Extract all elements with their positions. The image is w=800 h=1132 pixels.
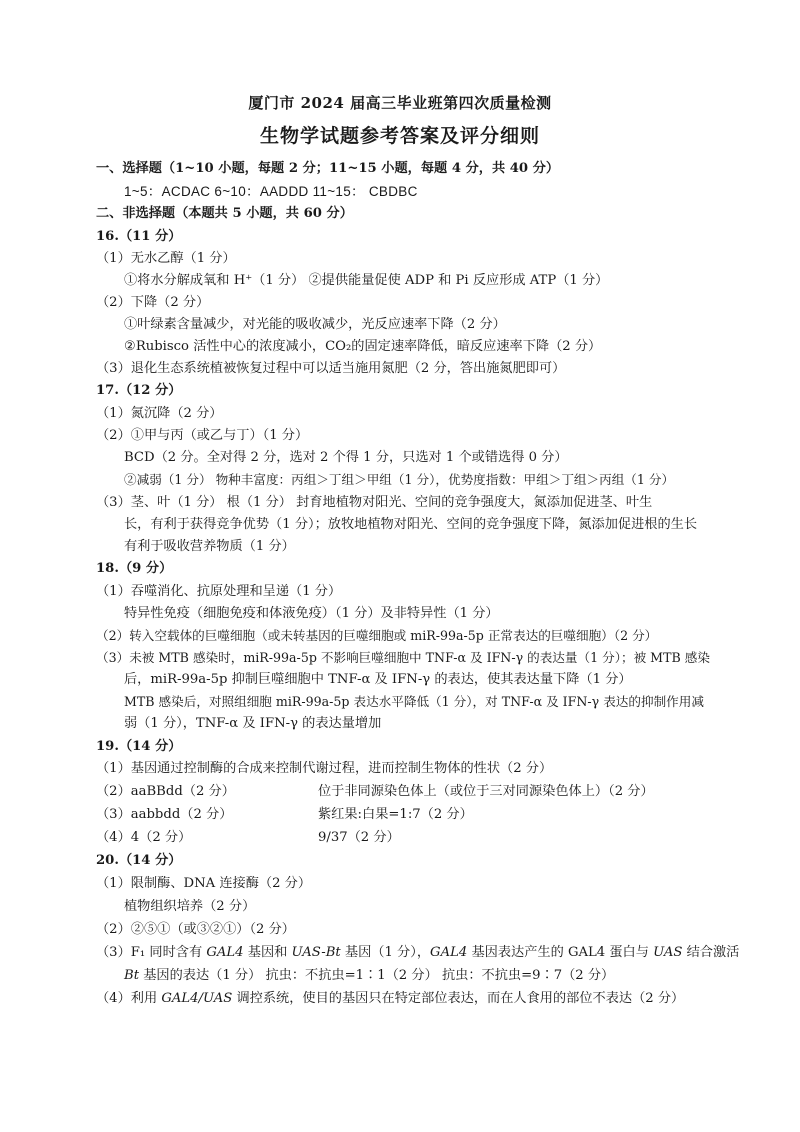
- section2-heading: 二、非选择题（本题共 5 小题，共 60 分）: [96, 206, 353, 221]
- q19-line2-genotype: （2）aaBBdd（2 分）: [96, 784, 235, 799]
- exam-title: 厦门市 2024 届高三毕业班第四次质量检测: [248, 94, 552, 112]
- q17-line1: （1）氮沉降（2 分）: [96, 406, 223, 421]
- q19-line4-fraction: 9/37（2 分）: [318, 830, 400, 845]
- q19-line2-location: 位于非同源染色体上（或位于三对同源染色体上）（2 分）: [318, 784, 654, 799]
- q18-line5: 后，miR-99a-5p 抑制巨噬细胞中 TNF-α 及 IFN-γ 的表达，使其表达量下降（1 分）: [124, 672, 632, 687]
- q18-line6: MTB 感染后，对照组细胞 miR-99a-5p 表达水平降低（1 分），对 TNF-α 及 IFN-γ 表达的抑制作用减: [124, 694, 704, 709]
- q20-line5-rest: 基因的表达（1 分） 抗虫：不抗虫=1∶1（2 分） 抗虫：不抗虫=9∶7（2 分）: [139, 968, 615, 983]
- q20-line4-part3: 基因（1 分），: [340, 945, 431, 960]
- gene-uas: UAS: [653, 945, 683, 960]
- q17-line4: ②减弱（1 分） 物种丰富度：丙组＞丁组＞甲组（1 分），优势度指数：甲组＞丁组＞丙组（1 分）: [124, 472, 675, 487]
- q16-line6: （3）退化生态系统植被恢复过程中可以适当施用氮肥（2 分，答出施氮肥即可）: [96, 361, 566, 376]
- q20-line4-part1: （3）F₁ 同时含有: [96, 945, 207, 960]
- choice-answers: 1~5：ACDAC 6~10：AADDD 11~15： CBDBC: [124, 184, 418, 199]
- document-title: 生物学试题参考答案及评分细则: [259, 125, 540, 147]
- gene-bt: Bt: [124, 968, 139, 983]
- q20-line6-rest: 调控系统，使目的基因只在特定部位表达，而在人食用的部位不表达（2 分）: [232, 991, 685, 1006]
- q17-line5: （3）茎、叶（1 分） 根（1 分） 封育地植物对阳光、空间的竞争强度大，氮添加促进茎、叶生: [96, 495, 653, 510]
- q16-line5: ②Rubisco 活性中心的浓度减小，CO₂的固定速率降低，暗反应速率下降（2 分）: [124, 339, 602, 354]
- q19-line1: （1）基因通过控制酶的合成来控制代谢过程，进而控制生物体的性状（2 分）: [96, 761, 553, 776]
- q16-line3: （2）下降（2 分）: [96, 295, 210, 310]
- q20-line1: （1）限制酶、DNA 连接酶（2 分）: [96, 876, 312, 891]
- q16-line4: ①叶绿素含量减少，对光能的吸收减少，光反应速率下降（2 分）: [124, 317, 506, 332]
- q19-line3-ratio: 紫红果:白果=1:7（2 分）: [318, 807, 473, 822]
- q16-title: 16.（11 分）: [96, 229, 182, 244]
- q17-line2: （2）①甲与丙（或乙与丁）（1 分）: [96, 428, 309, 443]
- q20-line4-part5: 结合激活: [682, 945, 740, 960]
- q18-line3: （2）转入空载体的巨噬细胞（或未转基因的巨噬细胞或 miR-99a-5p 正常表达的巨噬细胞）（2 分）: [96, 628, 658, 643]
- q20-line5: [124, 967, 614, 985]
- q17-line6: 长，有利于获得竞争优势（1 分）；放牧地植物对阳光、空间的竞争强度下降，氮添加促进根的生长: [124, 517, 698, 532]
- q17-line7: 有利于吸收营养物质（1 分）: [124, 539, 295, 554]
- q20-line6: [96, 990, 684, 1008]
- q18-line7: 弱（1 分），TNF-α 及 IFN-γ 的表达量增加: [124, 716, 382, 731]
- q20-line2: 植物组织培养（2 分）: [124, 899, 256, 914]
- section1-heading: 一、选择题（1~10 小题，每题 2 分；11~15 小题，每题 4 分，共 40 分）: [96, 161, 560, 176]
- q20-title: 20.（14 分）: [96, 853, 182, 868]
- q20-line6-part1: （4）利用: [96, 991, 162, 1006]
- q17-line3: BCD（2 分。全对得 2 分，选对 2 个得 1 分，只选对 1 个或错选得 0 分）: [124, 450, 568, 465]
- q20-line4-part2: 基因和: [243, 945, 292, 960]
- q18-line4: （3）未被 MTB 感染时，miR-99a-5p 不影响巨噬细胞中 TNF-α 及 IFN-γ 的表达量（1 分）；被 MTB 感染: [96, 650, 710, 665]
- q20-line4-part4: 基因表达产生的 GAL4 蛋白与: [467, 945, 654, 960]
- q19-line3-genotype: （3）aabbdd（2 分）: [96, 807, 233, 822]
- q18-line1: （1）吞噬消化、抗原处理和呈递（1 分）: [96, 584, 342, 599]
- q19-title: 19.（14 分）: [96, 739, 182, 754]
- gene-gal4-2: GAL4: [430, 945, 468, 960]
- q19-line4-count: （4）4（2 分）: [96, 830, 192, 845]
- q20-line3: （2）②⑤①（或③②①）（2 分）: [96, 922, 295, 937]
- q16-line2: ①将水分解成氧和 H⁺（1 分） ②提供能量促使 ADP 和 Pi 反应形成 ATP（1 分）: [124, 273, 609, 288]
- q16-line1: （1）无水乙醇（1 分）: [96, 251, 236, 266]
- system-gal4-uas: GAL4/UAS: [161, 991, 233, 1006]
- q20-line4: [96, 944, 739, 962]
- q18-title: 18.（9 分）: [96, 561, 173, 576]
- gene-gal4: GAL4: [206, 945, 244, 960]
- q18-line2: 特异性免疫（细胞免疫和体液免疫）（1 分）及非特异性（1 分）: [124, 606, 499, 621]
- gene-uas-bt: UAS-Bt: [291, 945, 341, 960]
- q17-title: 17.（12 分）: [96, 383, 182, 398]
